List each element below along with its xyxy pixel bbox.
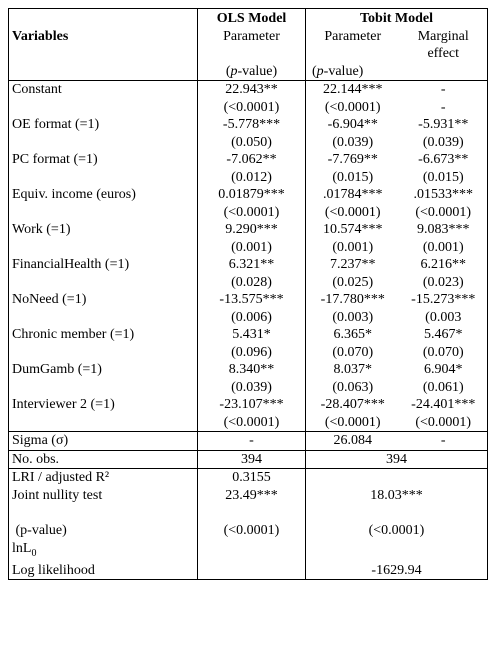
marginal-estimate: -15.273*** [400, 291, 488, 309]
ols-pvalue: (0.039) [198, 379, 306, 397]
ols-model-heading: OLS Model [198, 9, 306, 28]
coefficient-rows [9, 81, 488, 432]
table-row [9, 186, 488, 204]
marginal-pvalue: (0.001) [400, 239, 488, 257]
marginal-pvalue: (0.039) [400, 134, 488, 152]
lri-label: LRI / adjusted R² [9, 469, 198, 487]
tobit-estimate: -7.769** [327, 152, 378, 167]
obs-label: No. obs. [9, 450, 198, 469]
ols-pvalue: (<0.0001) [198, 414, 306, 432]
marginal-estimate: 6.904* [400, 361, 488, 379]
ols-pvalue: (<0.0001) [198, 204, 306, 222]
marginal-pvalue: (0.015) [400, 169, 488, 187]
sigma-label: Sigma (σ) [9, 432, 198, 451]
table-row [9, 361, 488, 379]
variable-name: Interviewer 2 (=1) [9, 396, 198, 414]
obs-row [9, 450, 488, 469]
marginal-estimate: .01533*** [400, 186, 488, 204]
header-row-2 [9, 28, 488, 46]
ols-pvalue: (0.006) [198, 309, 306, 327]
variable-name: Chronic member (=1) [9, 326, 198, 344]
regression-results-table [8, 8, 488, 580]
variable-name: DumGamb (=1) [9, 361, 198, 379]
ols-estimate: 0.01879*** [198, 186, 306, 204]
lnl0-label: lnL$_0$ [9, 540, 198, 562]
marginal-estimate: - [400, 81, 488, 99]
joint-test-label: Joint nullity test [9, 487, 198, 505]
tobit-estimate: .01784*** [323, 187, 383, 202]
marginal-estimate: -24.401*** [400, 396, 488, 414]
table-row-pvalues [9, 204, 488, 222]
table-row [9, 256, 488, 274]
marginal-pvalue: (0.070) [400, 344, 488, 362]
joint-test-ols: 23.49*** [198, 487, 306, 505]
table-row [9, 151, 488, 169]
tobit-pvalue-heading: (p-value) [306, 63, 400, 81]
ols-parameter-heading: Parameter [198, 28, 306, 46]
table-row [9, 221, 488, 239]
ols-pvalue: (0.012) [198, 169, 306, 187]
ols-pvalue: (0.050) [198, 134, 306, 152]
joint-test-tobit: 18.03*** [306, 487, 488, 505]
lri-row [9, 469, 488, 487]
tobit-estimate: 22.144*** [323, 82, 383, 97]
table-row [9, 81, 488, 99]
header-row-1 [9, 9, 488, 28]
marginal-pvalue: (0.003 [400, 309, 488, 327]
lri-ols: 0.3155 [198, 469, 306, 487]
ols-estimate: 9.290*** [198, 221, 306, 239]
tobit-pvalue: (0.003) [332, 309, 374, 325]
sigma-ols: - [198, 432, 306, 451]
variable-name: NoNeed (=1) [9, 291, 198, 309]
marginal-estimate: -6.673** [400, 151, 488, 169]
tobit-estimate: -17.780*** [320, 292, 385, 307]
ols-estimate: -13.575*** [198, 291, 306, 309]
obs-ols: 394 [198, 450, 306, 469]
marginal-estimate: 6.216** [400, 256, 488, 274]
tobit-estimate: 7.237** [330, 257, 376, 272]
tobit-model-heading: Tobit Model [306, 9, 488, 28]
table-row-pvalues [9, 344, 488, 362]
variable-name: Constant [9, 81, 198, 99]
tobit-parameter-heading: Parameter [324, 28, 382, 44]
marginal-effect-heading-2: effect [400, 45, 488, 63]
obs-tobit: 394 [306, 450, 488, 469]
table-row-pvalues [9, 414, 488, 432]
ols-pvalue: (<0.0001) [198, 99, 306, 117]
loglik-tobit: -1629.94 [306, 562, 488, 580]
tobit-pvalue: (<0.0001) [324, 204, 381, 220]
ols-estimate: 6.321** [198, 256, 306, 274]
marginal-pvalue: - [400, 99, 488, 117]
table-row [9, 326, 488, 344]
marginal-estimate: 5.467* [400, 326, 488, 344]
table-row-pvalues [9, 239, 488, 257]
table-row [9, 116, 488, 134]
table-row [9, 291, 488, 309]
sigma-tobit: 26.084 [306, 432, 400, 451]
tobit-pvalue: (0.001) [332, 239, 374, 255]
tobit-pvalue: (0.015) [332, 169, 374, 185]
tobit-estimate: 6.365* [333, 327, 372, 342]
marginal-pvalue: (0.061) [400, 379, 488, 397]
table-row-pvalues [9, 309, 488, 327]
table-row-pvalues [9, 274, 488, 292]
marginal-effect-heading-1: Marginal [400, 28, 488, 46]
header-row-4 [9, 63, 488, 81]
joint-test-row [9, 487, 488, 505]
sigma-row [9, 432, 488, 451]
ols-pvalue: (0.096) [198, 344, 306, 362]
variable-name: Equiv. income (euros) [9, 186, 198, 204]
tobit-pvalue: (0.039) [332, 134, 374, 150]
lnl0-row [9, 540, 488, 562]
ols-estimate: -23.107*** [198, 396, 306, 414]
ols-estimate: 5.431* [198, 326, 306, 344]
ols-pvalue: (0.028) [198, 274, 306, 292]
variable-name: FinancialHealth (=1) [9, 256, 198, 274]
marginal-estimate: -5.931** [400, 116, 488, 134]
ols-estimate: -5.778*** [198, 116, 306, 134]
tobit-pvalue: (<0.0001) [324, 414, 381, 430]
pvalue-ols: (<0.0001) [198, 522, 306, 540]
tobit-estimate: 8.037* [333, 362, 372, 377]
tobit-pvalue: (<0.0001) [324, 99, 381, 115]
variable-name: Work (=1) [9, 221, 198, 239]
loglik-row [9, 562, 488, 580]
marginal-pvalue: (<0.0001) [400, 204, 488, 222]
ols-estimate: -7.062** [198, 151, 306, 169]
variables-heading: Variables [9, 28, 198, 46]
header-row-3 [9, 45, 488, 63]
table-row-pvalues [9, 99, 488, 117]
ols-pvalue: (0.001) [198, 239, 306, 257]
tobit-estimate: -6.904** [327, 117, 378, 132]
table-row [9, 396, 488, 414]
table-row-pvalues [9, 169, 488, 187]
tobit-estimate: -28.407*** [320, 397, 385, 412]
tobit-pvalue: (0.025) [332, 274, 374, 290]
pvalue-tobit: (<0.0001) [306, 522, 488, 540]
ols-estimate: 8.340** [198, 361, 306, 379]
sigma-marginal: - [400, 432, 488, 451]
variable-name: PC format (=1) [9, 151, 198, 169]
marginal-estimate: 9.083*** [400, 221, 488, 239]
tobit-estimate: 10.574*** [323, 222, 383, 237]
marginal-pvalue: (0.023) [400, 274, 488, 292]
ols-estimate: 22.943** [198, 81, 306, 99]
pvalue-label: (p-value) [9, 522, 198, 540]
marginal-pvalue: (<0.0001) [400, 414, 488, 432]
ols-pvalue-heading: (p-value) [198, 63, 306, 81]
pvalue-row [9, 522, 488, 540]
tobit-pvalue: (0.070) [332, 344, 374, 360]
variable-name: OE format (=1) [9, 116, 198, 134]
table-row-pvalues [9, 379, 488, 397]
table-row-pvalues [9, 134, 488, 152]
loglik-label: Log likelihood [9, 562, 198, 580]
tobit-pvalue: (0.063) [332, 379, 374, 395]
